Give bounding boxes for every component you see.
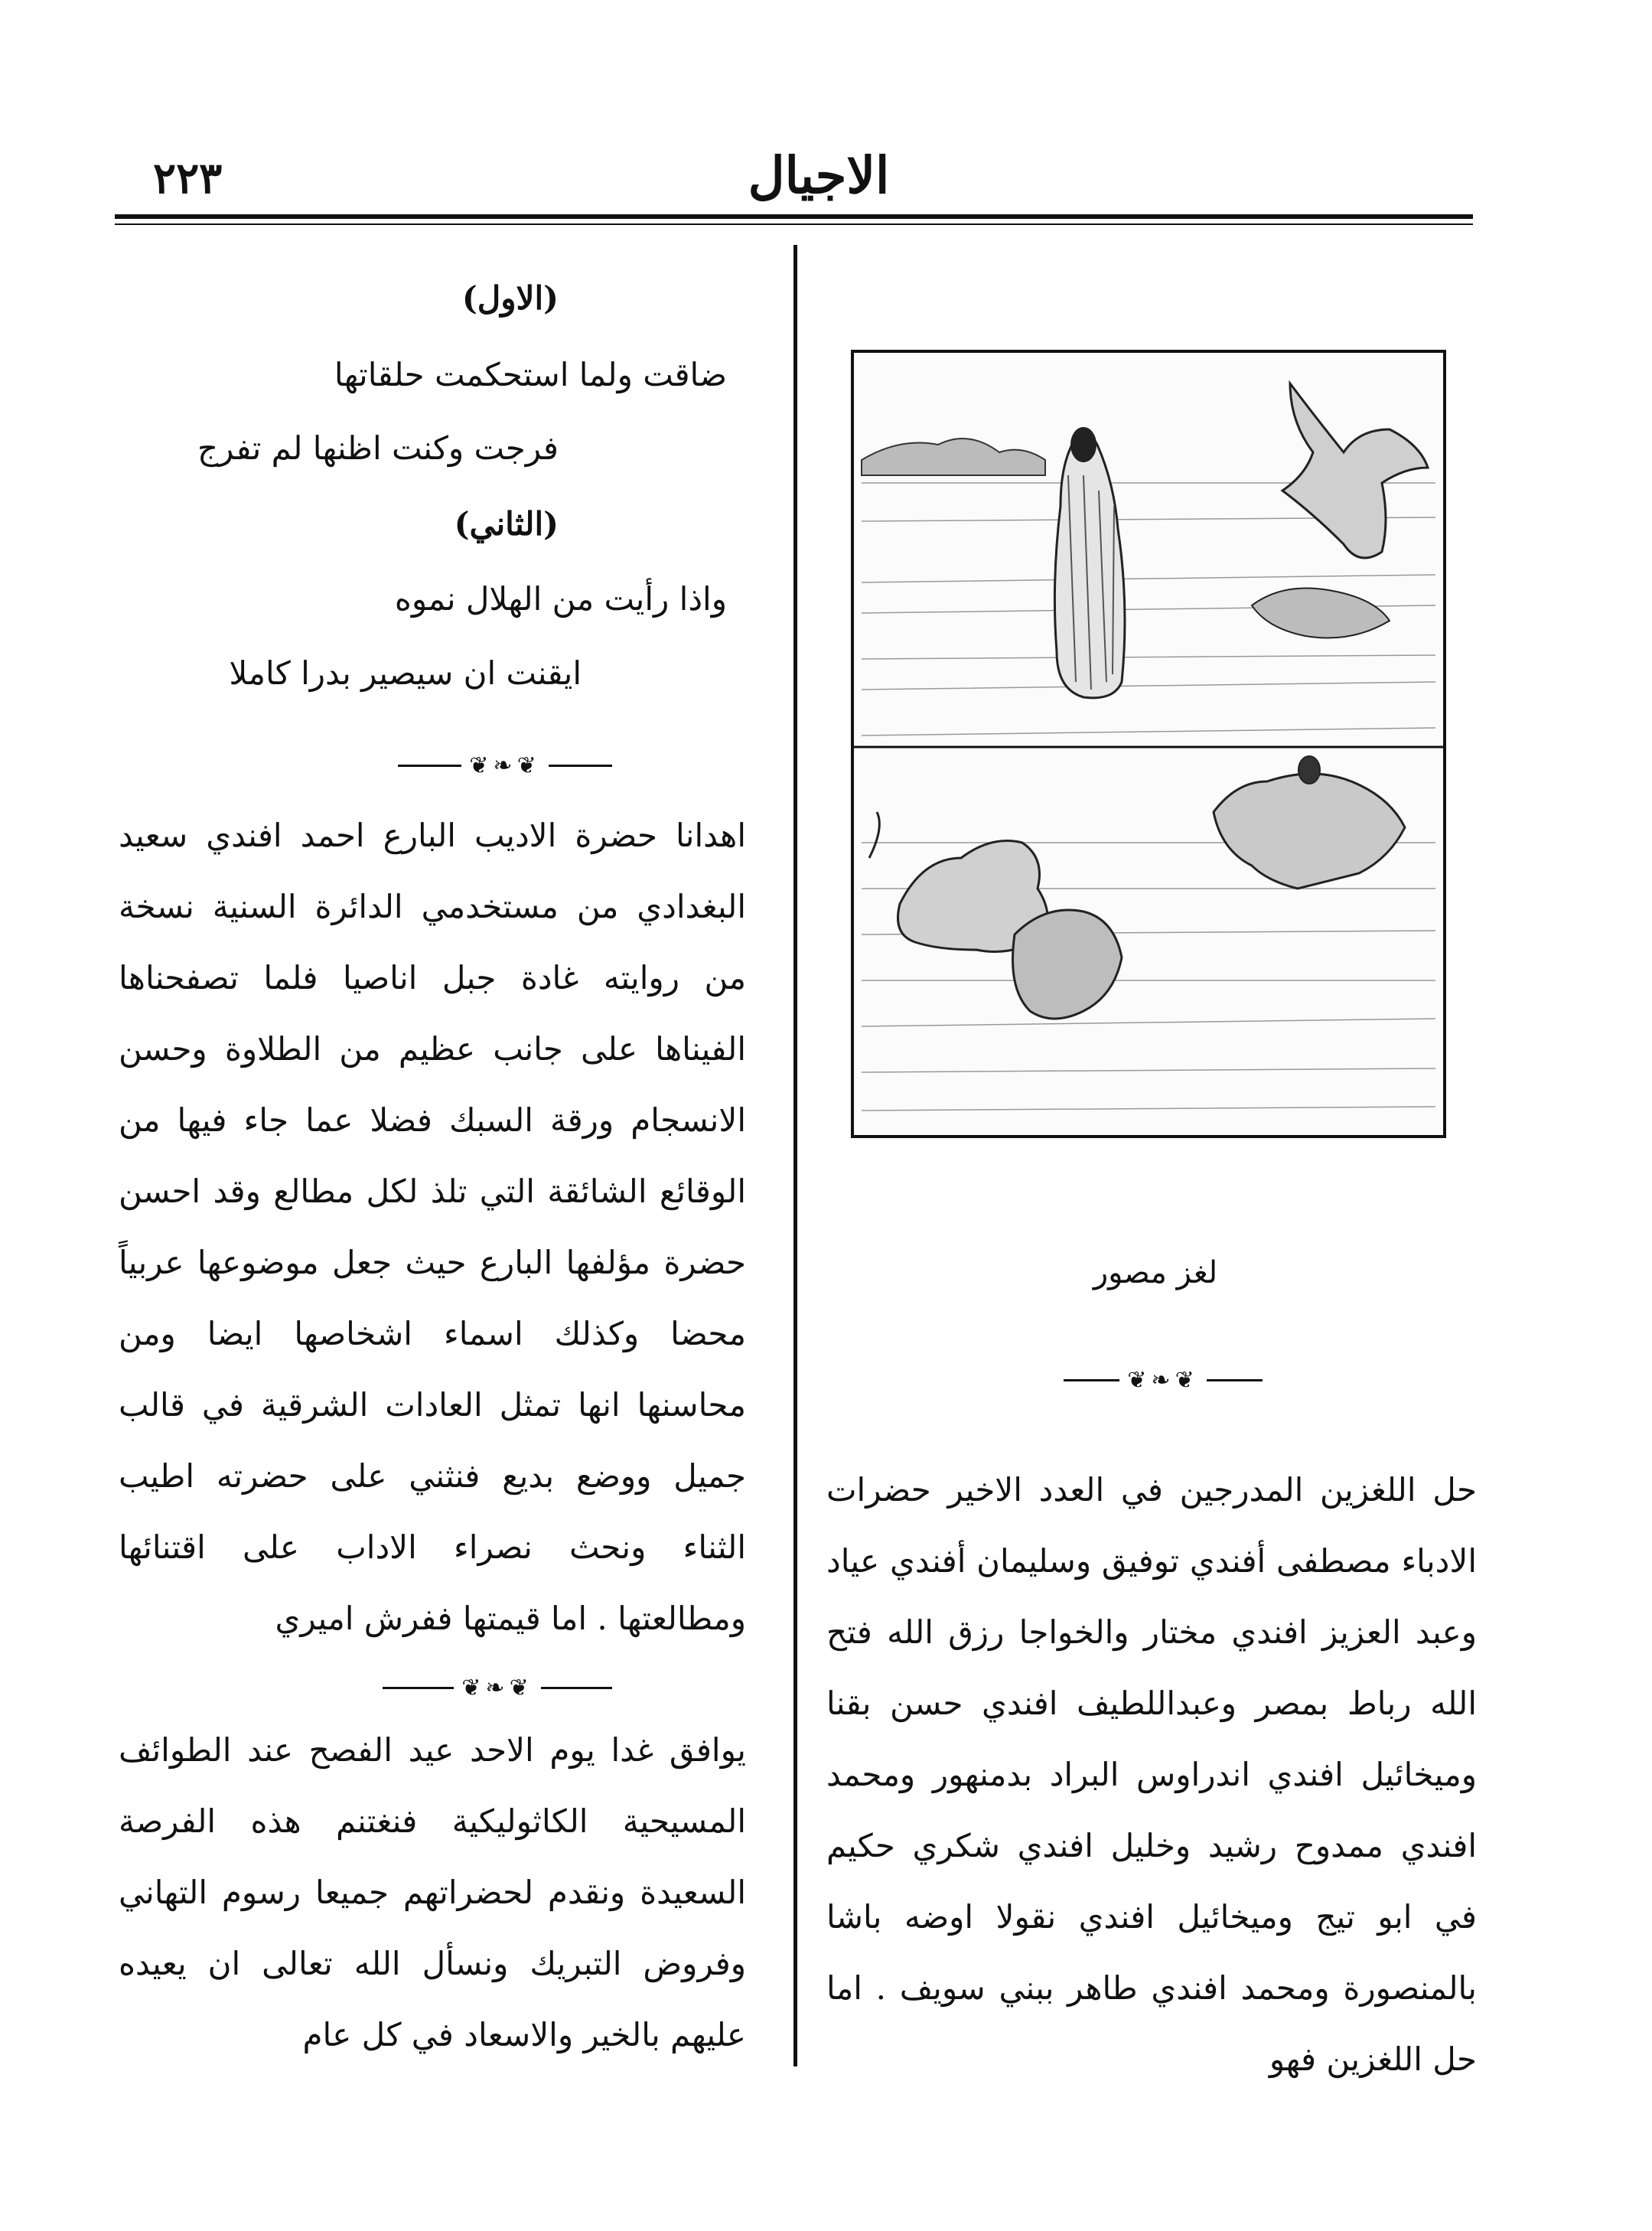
poem-verse: ايقنت ان سيصير بدرا كاملا (229, 654, 582, 692)
eagle (1282, 383, 1428, 558)
lower-scene (862, 756, 1435, 1111)
header-rule-secondary (115, 223, 1473, 225)
poem-verse: واذا رأيت من الهلال نموه (394, 580, 727, 618)
header-rule (115, 214, 1473, 219)
fallen-prey (1252, 589, 1390, 638)
easter-greeting-paragraph: يوافق غدا يوم الاحد عيد الفصح عند الطوائف المسيحية الكاثوليكية فنغتنم هذه الفرصة السعيدة ونقدم لحضراتهم جميعا رسوم التهاني وفروض التبريك ونسأل الله تعالى ان يعيده عليهم بالخير والاسعاد في كل عام (119, 1731, 746, 2053)
picture-puzzle-illustration (851, 350, 1446, 1138)
figure-head (1071, 428, 1096, 462)
page-number: ٢٢٣ (153, 153, 223, 204)
ornament-divider-left-top: ❦❧❦ (398, 754, 612, 777)
rider-head (1298, 756, 1320, 784)
running-title: الاجيال (748, 145, 890, 205)
poem-heading-second: (الثاني) (454, 505, 559, 543)
distant-bushes (862, 439, 1045, 475)
poem-verse: ضاقت ولما استحكمت حلقاتها (334, 356, 727, 393)
ornament-divider-left-bottom: ❦❧❦ (383, 1676, 612, 1699)
poem-verse: فرجت وكنت اظنها لم تفرج (197, 429, 559, 467)
riders-and-horses (1214, 774, 1405, 889)
puzzle-solvers-paragraph: حل اللغزين المدرجين في العدد الاخير حضرات الادباء مصطفى أفندي توفيق وسليمان أفندي عياد وعبد العزيز افندي مختار والخواجا رزق الله فتح الله رباط بمصر وعبداللطيف افندي حسن بقنا وميخائيل افندي اندراوس البراد بدمنهور ومحمد افندي ممدوح رشيد وخليل افندي شكري حكيم في ابو تيج وميخائيل افندي نقولا اوضه باشا بالمنصورة ومحمد افندي طاهر ببني سويف . اما حل اللغزين فهو (826, 1471, 1477, 2078)
poem-heading-first: (الاول) (461, 279, 559, 317)
illustration-caption: لغز مصور (1093, 1255, 1218, 1290)
book-notice-paragraph: اهدانا حضرة الاديب البارع احمد افندي سعيد البغدادي من مستخدمي الدائرة السنية نسخة من روايته غادة جبل اناصيا فلما تصفحناها الفيناها على جانب عظيم من الطلاوة وحسن الانسجام ورقة السبك فضلا عما جاء فيها من الوقائع الشائقة التي تلذ لكل مطالع وقد احسن حضرة مؤلفها البارع حيث جعل موضوعها عربياً محضا وكذلك اسماء اشخاصها ايضا ومن محاسنها انها تمثل العادات الشرقية في قالب جميل ووضع بديع فنثني على حضرته اطيب الثناء ونحث نصراء الاداب على اقتنائها ومطالعتها . اما قيمتها ففرش اميري (119, 817, 746, 1637)
ornament-divider-right: ❦❧❦ (1064, 1368, 1263, 1391)
lion-tail (869, 812, 879, 858)
lion-two (1013, 910, 1123, 1019)
upper-scene (862, 383, 1435, 736)
engraving-drawing (854, 353, 1443, 1135)
column-divider (793, 245, 797, 2066)
